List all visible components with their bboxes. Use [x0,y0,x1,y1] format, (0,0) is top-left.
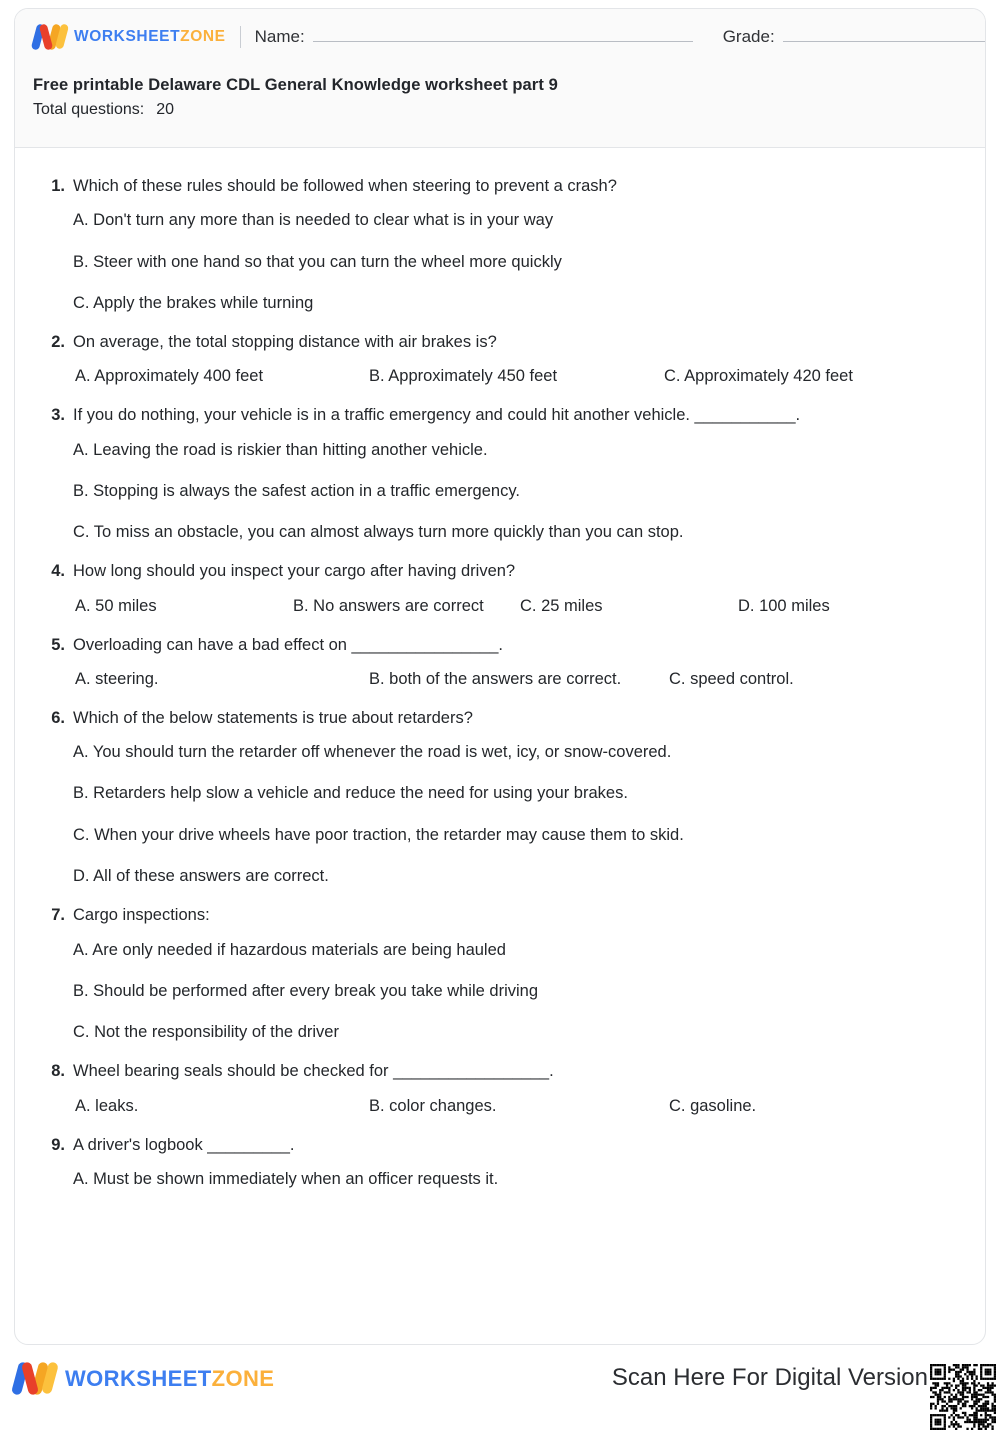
header-top-row [15,9,985,65]
grade-field-rule[interactable] [783,27,986,42]
question-block [39,331,961,387]
name-field-rule[interactable] [313,27,693,42]
question-number: 9. [51,1135,65,1154]
answer-option[interactable]: A. You should turn the retarder off whenever the road is wet, icy, or snow-covered. [73,743,672,762]
question-line [39,707,961,729]
answer-option[interactable]: C. Not the responsibility of the driver [73,1023,339,1042]
question-block [39,904,961,1043]
header-title-block [15,65,985,123]
answer-option[interactable]: A. Leaving the road is riskier than hitting another vehicle. [73,440,488,459]
answer-options [39,1095,961,1117]
answer-option[interactable]: D. 100 miles [738,596,830,615]
brand-wordmark [74,29,226,45]
question-block [39,404,961,543]
worksheetzone-logo-icon [14,1362,56,1395]
answer-options [39,209,961,314]
worksheetzone-logo-icon [33,24,67,50]
answer-options [39,439,961,544]
question-text: A driver's logbook _________. [73,1135,295,1154]
question-line [39,1134,961,1156]
answer-option[interactable]: B. both of the answers are correct. [369,669,622,688]
answer-option[interactable]: C. Apply the brakes while turning [73,293,314,312]
questions-list [15,148,985,1190]
answer-option[interactable]: A. Are only needed if hazardous materials are being hauled [73,940,506,959]
scan-prompt-text: Scan Here For Digital Version [611,1364,928,1391]
question-number: 3. [51,406,65,425]
answer-options [39,668,961,690]
name-field-label: Name: [254,27,305,46]
question-number: 2. [51,333,65,352]
brand-wordmark-zone: ZONE [180,28,226,46]
answer-option[interactable]: D. All of these answers are correct. [73,866,329,885]
answer-option[interactable]: A. Approximately 400 feet [75,367,264,386]
question-block [39,175,961,314]
question-line [39,904,961,926]
worksheet-footer [0,1356,1000,1414]
name-field[interactable] [255,27,693,47]
page-title: Free printable Delaware CDL General Knowledge worksheet part 9 [33,76,558,94]
answer-option[interactable]: B. color changes. [369,1096,497,1115]
question-block [39,634,961,690]
footer-wordmark-worksheet: WORKSHEET [65,1365,212,1391]
question-text: If you do nothing, your vehicle is in a traffic emergency and could hit another vehicle. ___________. [73,406,801,425]
answer-option[interactable]: C. When your drive wheels have poor traction, the retarder may cause them to skid. [73,825,684,844]
question-text: How long should you inspect your cargo after having driven? [73,562,516,581]
answer-option[interactable]: B. Approximately 450 feet [369,367,558,386]
question-number: 6. [51,708,65,727]
answer-option[interactable]: B. Retarders help slow a vehicle and reduce the need for using your brakes. [73,784,628,803]
answer-option[interactable]: C. speed control. [669,669,794,688]
answer-option[interactable]: C. 25 miles [520,596,603,615]
answer-options [39,741,961,887]
total-questions-label: Total questions: [33,100,145,118]
answer-option[interactable]: A. Don't turn any more than is needed to clear what is in your way [73,211,554,230]
answer-option[interactable]: B. No answers are correct [293,596,484,615]
footer-brand-wordmark [65,1365,275,1391]
grade-field-label: Grade: [722,27,775,46]
question-text: Cargo inspections: [73,906,210,925]
question-line [39,560,961,582]
question-line [39,404,961,426]
grade-field[interactable] [723,27,986,47]
question-number: 8. [51,1062,65,1081]
question-block [39,1134,961,1191]
question-text: Overloading can have a bad effect on ________________. [73,635,503,654]
question-line [39,1060,961,1082]
answer-option[interactable]: C. gasoline. [669,1096,757,1115]
question-number: 1. [51,177,65,195]
question-number: 7. [51,906,65,925]
answer-option[interactable]: B. Steer with one hand so that you can turn the wheel more quickly [73,252,562,271]
answer-option[interactable]: B. Stopping is always the safest action in a traffic emergency. [73,481,520,500]
question-line [39,331,961,353]
answer-option[interactable]: C. To miss an obstacle, you can almost always turn more quickly than you can stop. [73,523,684,542]
total-questions [33,98,985,123]
qr-code-icon[interactable] [930,1364,996,1430]
total-questions-count: 20 [156,100,174,118]
header-divider [240,26,241,48]
answer-options [39,595,961,617]
question-text: Wheel bearing seals should be checked for _________________. [73,1062,554,1081]
question-text: On average, the total stopping distance with air brakes is? [73,333,497,352]
question-block [39,1060,961,1116]
answer-options [39,939,961,1044]
question-text: Which of the below statements is true about retarders? [73,708,473,727]
brand-wordmark-worksheet: WORKSHEET [74,28,181,46]
answer-option[interactable]: B. Should be performed after every break you take while driving [73,981,538,1000]
answer-option[interactable]: A. 50 miles [75,596,157,615]
answer-option[interactable]: A. leaks. [75,1096,139,1115]
question-line [39,175,961,197]
question-number: 5. [51,635,65,654]
question-text: Which of these rules should be followed when steering to prevent a crash? [73,177,617,195]
question-line [39,634,961,656]
worksheet-header [15,9,985,148]
question-number: 4. [51,562,65,581]
answer-option[interactable]: A. steering. [75,669,159,688]
answer-options [39,1168,961,1190]
question-block [39,560,961,616]
answer-option[interactable]: A. Must be shown immediately when an officer requests it. [73,1169,499,1188]
answer-option[interactable]: C. Approximately 420 feet [664,367,853,386]
footer-brand [14,1362,274,1395]
question-block [39,707,961,887]
footer-wordmark-zone: ZONE [211,1365,275,1391]
answer-options [39,365,961,387]
worksheet-card [14,8,986,1345]
